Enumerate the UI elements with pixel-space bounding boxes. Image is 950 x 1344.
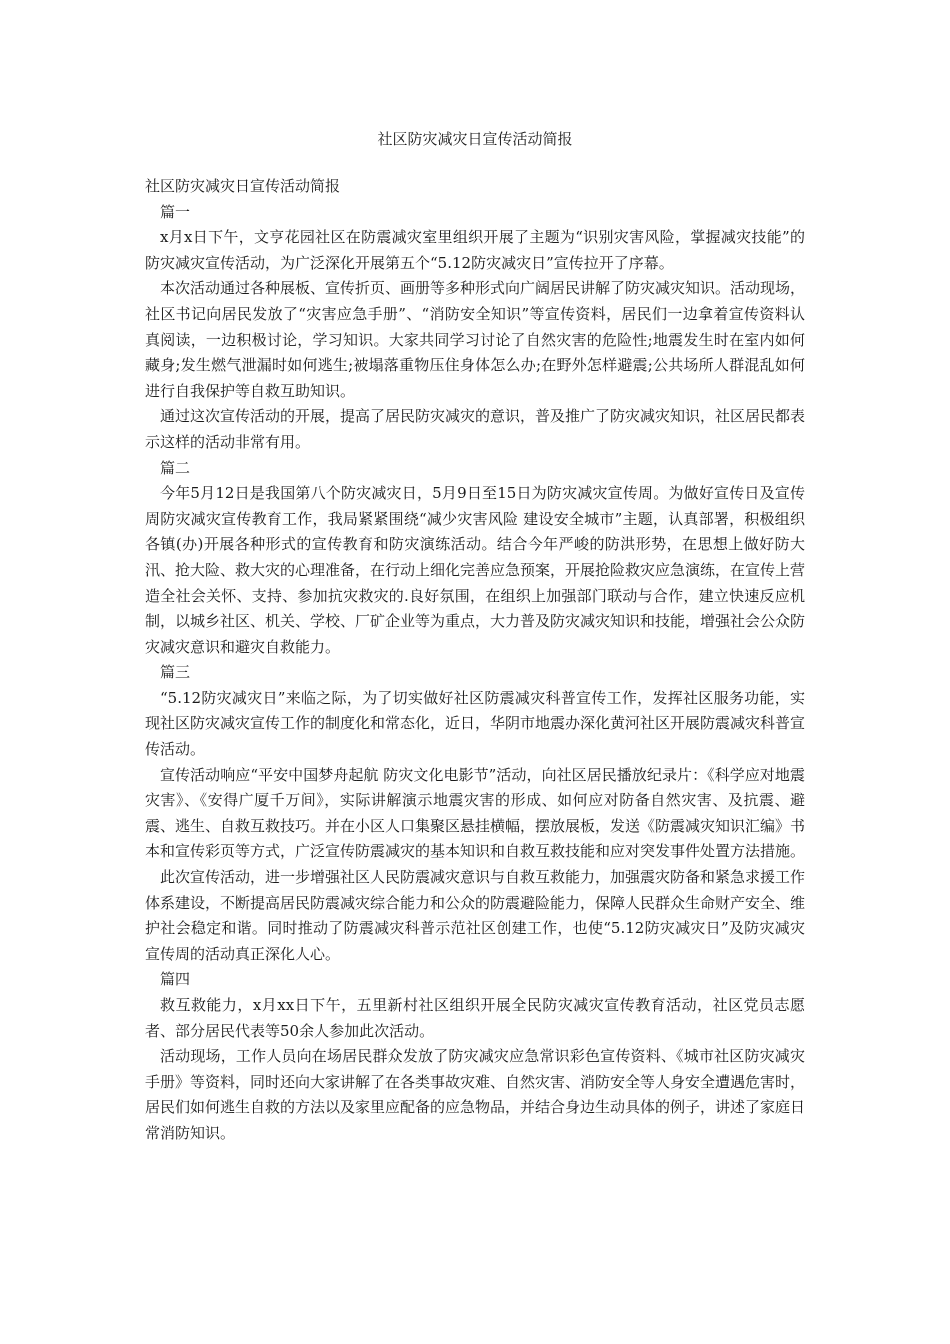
document-subtitle: 社区防灾减灾日宣传活动简报	[145, 177, 341, 195]
section-label: 篇三	[160, 663, 191, 682]
paragraph: 活动现场，工作人员向在场居民群众发放了防灾减灾应急常识彩色宣传资料、《城市社区防灾减灾手册》等资料，同时还向大家讲解了在各类事故灾难、自然灾害、消防安全等人身安全遭遇危害时，居民们如何逃生自救的方法以及家里应配备的应急物品，并结合身边生动具体的例子，讲述了家庭日常消防知识。	[145, 1047, 806, 1142]
paragraph: “5.12防灾减灾日”来临之际，为了切实做好社区防震减灾科普宣传工作，发挥社区服务功能，实现社区防灾减灾宣传工作的制度化和常态化，近日，华阴市地震办深化黄河社区开展防震减灾科普宣传活动。	[145, 688, 806, 759]
paragraph: 救互救能力，x月xx日下午，五里新村社区组织开展全民防灾减灾宣传教育活动，社区党员志愿者、部分居民代表等50余人参加此次活动。	[145, 996, 805, 1040]
section-label: 篇四	[160, 970, 191, 989]
paragraph: x月x日下午，文亨花园社区在防震减灾室里组织开展了主题为“识别灾害风险，掌握减灾技能”的防灾减灾宣传活动，为广泛深化开展第五个“5.12防灾减灾日”宣传拉开了序幕。	[145, 228, 805, 272]
section-label: 篇一	[160, 202, 191, 221]
paragraph: 宣传活动响应“平安中国梦舟起航 防灾文化电影节”活动，向社区居民播放纪录片：《科学应对地震灾害》、《安得广厦千万间》，实际讲解演示地震灾害的形成、如何应对防备自然灾害、及抗震、避震、逃生、自救互救技巧。并在小区人口集聚区悬挂横幅，摆放展板，发送《防震减灾知识汇编》书本和宣传彩页等方式，广泛宣传防震减灾的基本知识和自救互救技能和应对突发事件处置方法措施。	[145, 765, 806, 861]
paragraph: 通过这次宣传活动的开展，提高了居民防灾减灾的意识，普及推广了防灾减灾知识，社区居民都表示这样的活动非常有用。	[145, 407, 806, 451]
paragraph: 此次宣传活动，进一步增强社区人民防震减灾意识与自救互救能力，加强震灾防备和紧急求援工作体系建设，不断提高居民防震减灾综合能力和公众的防震避险能力，保障人民群众生命财产安全、维护社会稳定和谐。同时推动了防震减灾科普示范社区创建工作，也使“5.12防灾减灾日”及防灾减灾宣传周的活动真正深化人心。	[145, 868, 806, 963]
document-title: 社区防灾减灾日宣传活动简报	[377, 130, 573, 148]
paragraph: 本次活动通过各种展板、宣传折页、画册等多种形式向广阔居民讲解了防灾减灾知识。活动现场，社区书记向居民发放了“灾害应急手册”、“消防安全知识”等宣传资料，居民们一边拿着宣传资料认真阅读，一边积极讨论，学习知识。大家共同学习讨论了自然灾害的危险性;地震发生时在室内如何藏身;发生燃气泄漏时如何逃生;被塌落重物压住身体怎么办;在野外怎样避震;公共场所人群混乱如何进行自我保护等自救互助知识。	[145, 279, 806, 400]
section-label: 篇二	[160, 458, 191, 477]
paragraph: 今年5月12日是我国第八个防灾减灾日，5月9日至15日为防灾减灾宣传周。为做好宣传日及宣传周防灾减灾宣传教育工作，我局紧紧围绕“减少灾害风险 建设安全城市”主题，认真部署，积极组织各镇(办)开展各种形式的宣传教育和防灾演练活动。结合今年严峻的防洪形势，在思想上做好防大汛、抢大险、救大灾的心理准备，在行动上细化完善应急预案，开展抢险救灾应急演练，在宣传上营造全社会关怀、支持、参加抗灾救灾的.良好氛围，在组织上加强部门联动与合作，建立快速反应机制，以城乡社区、机关、学校、厂矿企业等为重点，大力普及防灾减灾知识和技能，增强社会公众防灾减灾意识和避灾自救能力。	[145, 484, 806, 656]
document-body	[145, 174, 805, 1147]
